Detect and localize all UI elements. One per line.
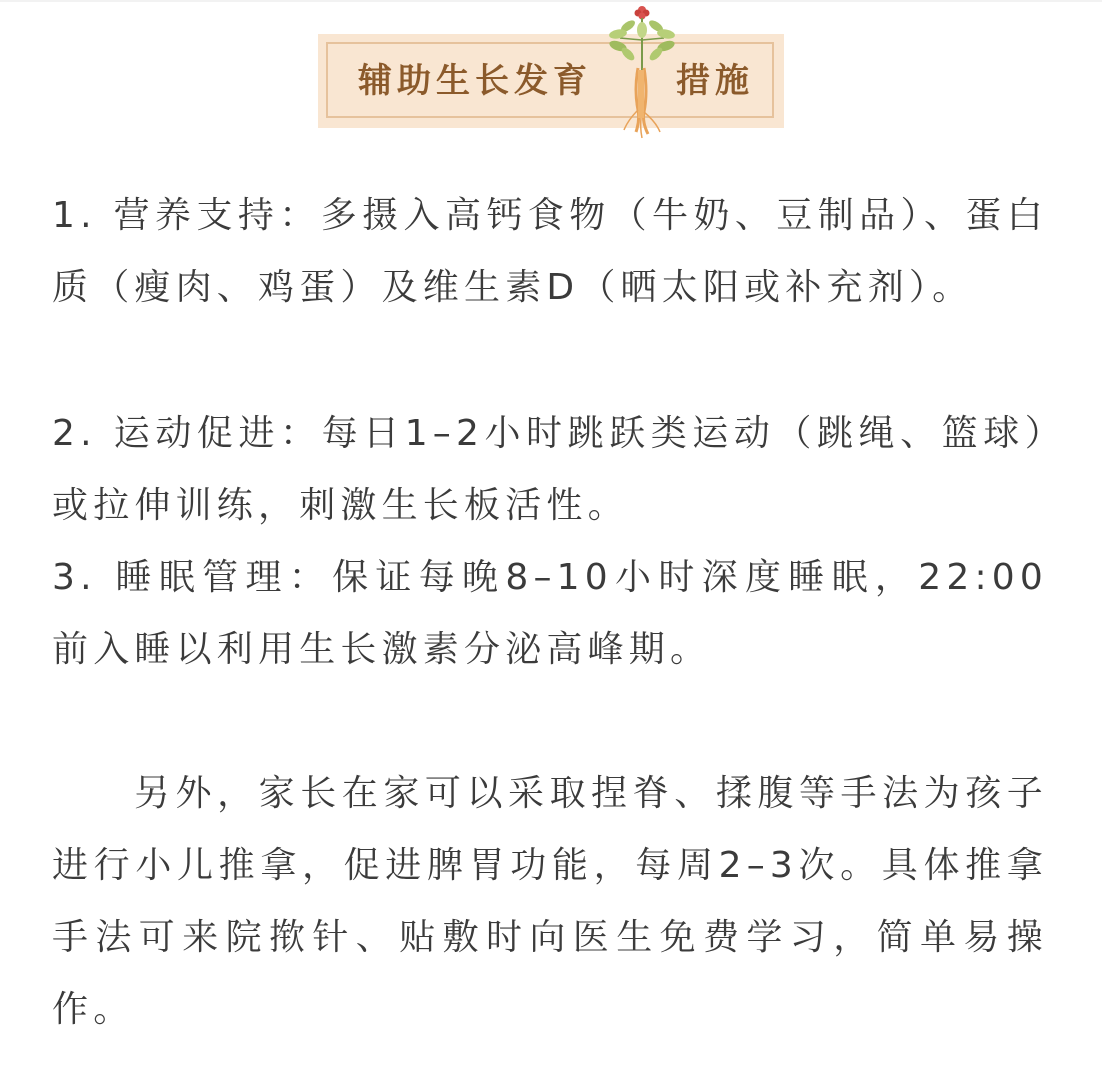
closing-paragraph: 另外，家长在家可以采取捏脊、揉腹等手法为孩子进行小儿推拿，促进脾胃功能，每周2–3次。具体推拿手法可来院揿针、贴敷时向医生免费学习，简单易操作。	[52, 773, 1048, 1030]
list-item-exercise: 2. 运动促进：每日1–2小时跳跃类运动（跳绳、篮球）或拉伸训练，刺激生长板活性。	[52, 413, 1048, 526]
banner-title-right: 措施	[676, 61, 754, 101]
banner-title-left: 辅助生长发育	[358, 61, 592, 101]
top-divider	[0, 0, 1102, 2]
ginseng-icon	[598, 0, 688, 140]
list-item-sleep: 3. 睡眠管理：保证每晚8–10小时深度睡眠，22:00前入睡以利用生长激素分泌高峰期。	[52, 557, 1048, 670]
list-item-nutrition: 1. 营养支持：多摄入高钙食物（牛奶、豆制品）、蛋白质（瘦肉、鸡蛋）及维生素D（晒太阳或补充剂）。	[52, 195, 1048, 308]
